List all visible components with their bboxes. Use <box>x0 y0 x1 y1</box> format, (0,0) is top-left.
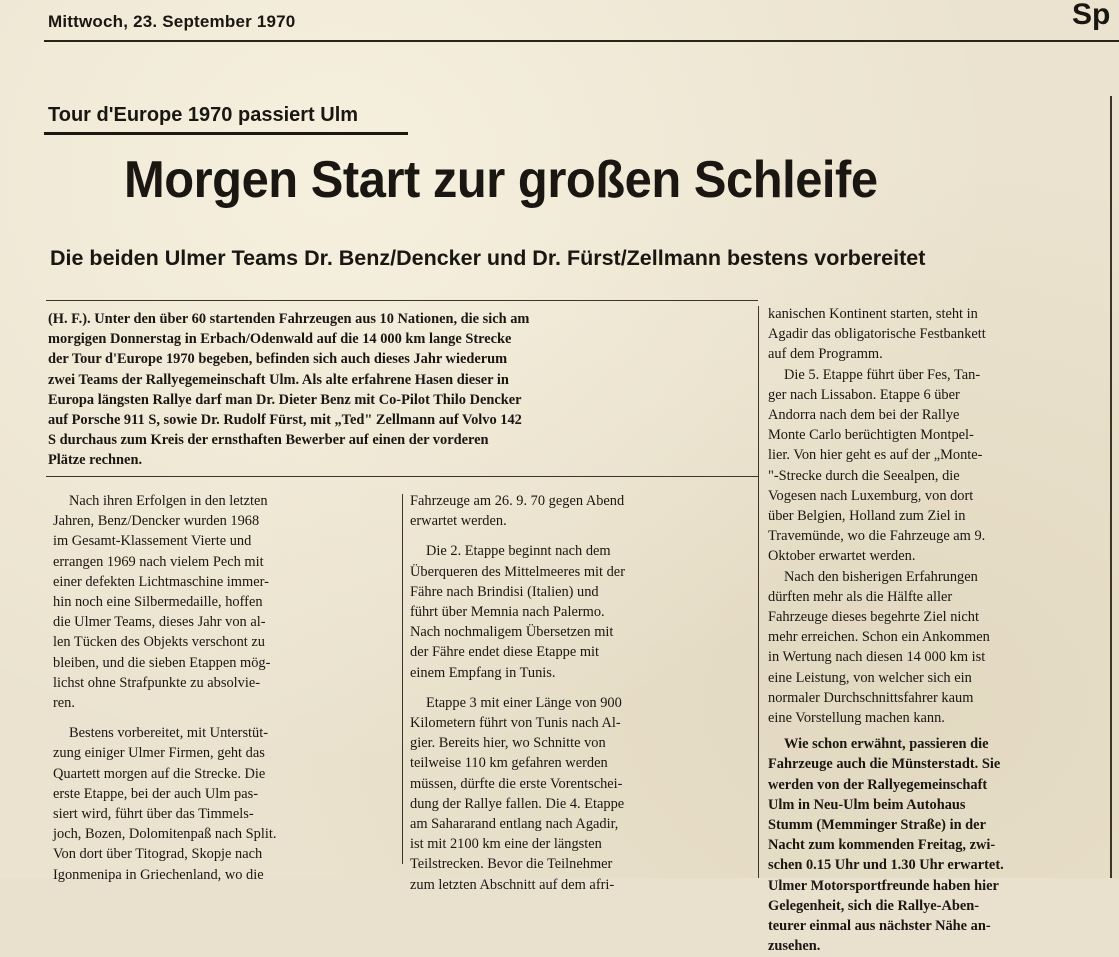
paragraph <box>768 567 1004 729</box>
text-line: morgigen Donnerstag in Erbach/Odenwald auf die 14 000 km lange Strecke <box>48 331 512 348</box>
dateline: Mittwoch, 23. September 1970 <box>48 12 296 31</box>
text-line: im Gesamt-Klassement Vierte und <box>53 533 252 550</box>
text-line: Fahrzeuge auch die Münsterstadt. Sie <box>768 756 1001 773</box>
section-title-fragment: Sp <box>1072 0 1111 31</box>
lead-paragraph <box>48 309 529 471</box>
text-line: zum letzten Abschnitt auf dem afri- <box>410 876 615 893</box>
text-line: ren. <box>53 695 75 712</box>
text-line: ger nach Lissabon. Etappe 6 über <box>768 386 960 403</box>
text-line: Vogesen nach Luxemburg, von dort <box>768 487 974 504</box>
column-rule <box>758 306 759 878</box>
paragraph <box>410 491 625 531</box>
text-line: Etappe 3 mit einer Länge von 900 <box>426 694 622 711</box>
text-line: in Wertung nach diesen 14 000 km ist <box>768 649 986 666</box>
text-line: Fahrzeuge dieses begehrte Ziel nicht <box>768 609 979 626</box>
text-line: einer defekten Lichtmaschine immer- <box>53 573 269 590</box>
text-line: müssen, dürfte die erste Vorentschei- <box>410 775 623 792</box>
text-line: Monte Carlo berüchtigten Montpel- <box>768 427 974 444</box>
text-line: errangen 1969 nach vielem Pech mit <box>53 553 264 570</box>
column-1 <box>53 491 276 885</box>
text-line: schen 0.15 Uhr und 1.30 Uhr erwartet. <box>768 857 1004 874</box>
text-line: über Belgien, Holland zum Ziel in <box>768 508 966 525</box>
text-line: ist mit 2100 km eine der längsten <box>410 836 602 853</box>
text-line: dung der Rallye fallen. Die 4. Etappe <box>410 795 625 812</box>
text-line: Gelegenheit, sich die Rallye-Aben- <box>768 897 980 914</box>
text-line: (H. F.). Unter den über 60 startenden Fahrzeugen aus 10 Nationen, die sich am <box>48 311 530 327</box>
top-rule <box>44 40 1119 42</box>
text-line: joch, Bozen, Dolomitenpaß nach Split. <box>53 826 277 843</box>
text-line: kanischen Kontinent starten, steht in <box>768 306 978 322</box>
text-line: zwei Teams der Rallyegemeinschaft Ulm. Als alte erfahrene Hasen dieser in <box>48 371 509 388</box>
text-line: Bestens vorbereitet, mit Unterstüt- <box>69 725 269 742</box>
text-line: normaler Durchschnittsfahrer kaum <box>768 689 974 706</box>
text-line: werden von der Rallyegemeinschaft <box>768 776 988 793</box>
text-line: Fahrzeuge am 26. 9. 70 gegen Abend <box>410 493 625 509</box>
text-line: die Ulmer Teams, dieses Jahr von al- <box>53 614 266 631</box>
headline: Morgen Start zur großen Schleife <box>124 151 878 209</box>
paragraph <box>53 491 276 713</box>
text-line: Die 2. Etappe beginnt nach dem <box>426 543 611 560</box>
text-line: Stumm (Memminger Straße) in der <box>768 817 986 834</box>
text-line: zung einiger Ulmer Firmen, geht das <box>53 745 265 762</box>
paragraph <box>410 693 625 895</box>
text-line: Agadir das obligatorische Festbankett <box>768 326 986 343</box>
subheadline: Die beiden Ulmer Teams Dr. Benz/Dencker und Dr. Fürst/Zellmann bestens vorbereitet <box>50 246 926 270</box>
text-line: lichst ohne Strafpunkte zu absolvie- <box>53 674 261 691</box>
text-line: erwartet werden. <box>410 513 507 530</box>
text-line: Andorra nach dem bei der Rallye <box>768 407 960 424</box>
kicker: Tour d'Europe 1970 passiert Ulm <box>48 104 359 126</box>
text-line: zusehen. <box>768 938 821 955</box>
text-line: auf Porsche 911 S, sowie Dr. Rudolf Fürst, mit „Ted" Zellmann auf Volvo 142 <box>48 412 522 429</box>
right-border-rule <box>1110 96 1112 878</box>
text-line: Nach ihren Erfolgen in den letzten <box>69 493 268 509</box>
text-line: erste Etappe, bei der auch Ulm pas- <box>53 785 258 802</box>
text-line: Überqueren des Mittelmeeres mit der <box>410 563 625 580</box>
paragraph <box>768 304 1004 365</box>
text-line: Plätze rechnen. <box>48 452 143 469</box>
text-line: len Tücken des Objekts verschont zu <box>53 634 265 651</box>
text-line: führt über Memnia nach Palermo. <box>410 604 605 621</box>
text-line: siert wird, führt über das Timmels- <box>53 806 254 823</box>
text-line: am Sahararand entlang nach Agadir, <box>410 816 619 833</box>
text-line: einem Empfang in Tunis. <box>410 664 556 681</box>
paragraph-bold <box>768 734 1004 956</box>
text-line: Nach nochmaligem Übersetzen mit <box>410 624 614 641</box>
text-line: S durchaus zum Kreis der ernsthaften Bewerber auf einen der vorderen <box>48 432 489 449</box>
text-line: Ulm in Neu-Ulm beim Autohaus <box>768 796 966 813</box>
text-line: mehr erreichen. Schon ein Ankommen <box>768 629 990 646</box>
text-line: Oktober erwartet werden. <box>768 548 916 565</box>
text-line: "-Strecke durch die Seealpen, die <box>768 467 960 484</box>
text-line: Von dort über Titograd, Skopje nach <box>53 846 263 863</box>
column-3 <box>768 304 1004 957</box>
text-line: gier. Bereits hier, wo Schnitte von <box>410 735 606 752</box>
text-line: Jahren, Benz/Dencker wurden 1968 <box>53 513 260 530</box>
text-line: Igonmenipa in Griechenland, wo die <box>53 866 264 883</box>
text-line: auf dem Programm. <box>768 346 883 363</box>
text-line: Europa längsten Rallye darf man Dr. Dieter Benz mit Co-Pilot Thilo Dencker <box>48 391 522 408</box>
text-line: Ulmer Motorsportfreunde haben hier <box>768 877 999 894</box>
text-line: hin noch eine Silbermedaille, hoffen <box>53 594 263 611</box>
text-line: Quartett morgen auf die Strecke. Die <box>53 765 266 782</box>
text-line: teurer einmal aus nächster Nähe an- <box>768 918 991 935</box>
text-line: Wie schon erwähnt, passieren die <box>784 736 989 753</box>
text-line: teilweise 110 km gefahren werden <box>410 755 608 772</box>
paragraph <box>768 365 1004 567</box>
text-line: eine Vorstellung machen kann. <box>768 710 945 727</box>
text-line: Die 5. Etappe führt über Fes, Tan- <box>784 366 981 383</box>
column-rule <box>402 494 403 864</box>
column-top-rule <box>46 300 758 301</box>
text-line: Nacht zum kommenden Freitag, zwi- <box>768 837 996 854</box>
kicker-underline <box>44 132 408 135</box>
text-line: der Tour d'Europe 1970 begeben, befinden sich auch dieses Jahr wiederum <box>48 351 508 368</box>
text-line: der Fähre endet diese Etappe mit <box>410 644 600 661</box>
text-line: Fähre nach Brindisi (Italien) und <box>410 583 599 600</box>
paragraph <box>410 541 625 682</box>
text-line: lier. Von hier geht es auf der „Monte- <box>768 447 983 464</box>
lead-bottom-rule <box>46 476 758 477</box>
paragraph <box>53 723 276 885</box>
text-line: dürften mehr als die Hälfte aller <box>768 588 953 605</box>
text-line: Nach den bisherigen Erfahrungen <box>784 568 978 585</box>
text-line: Teilstrecken. Bevor die Teilnehmer <box>410 856 613 873</box>
text-line: Kilometern führt von Tunis nach Al- <box>410 715 621 732</box>
text-line: Travemünde, wo die Fahrzeuge am 9. <box>768 528 986 545</box>
column-2 <box>410 491 625 895</box>
text-line: bleiben, und die sieben Etappen mög- <box>53 654 271 671</box>
text-line: eine Leistung, von welcher sich ein <box>768 669 972 686</box>
